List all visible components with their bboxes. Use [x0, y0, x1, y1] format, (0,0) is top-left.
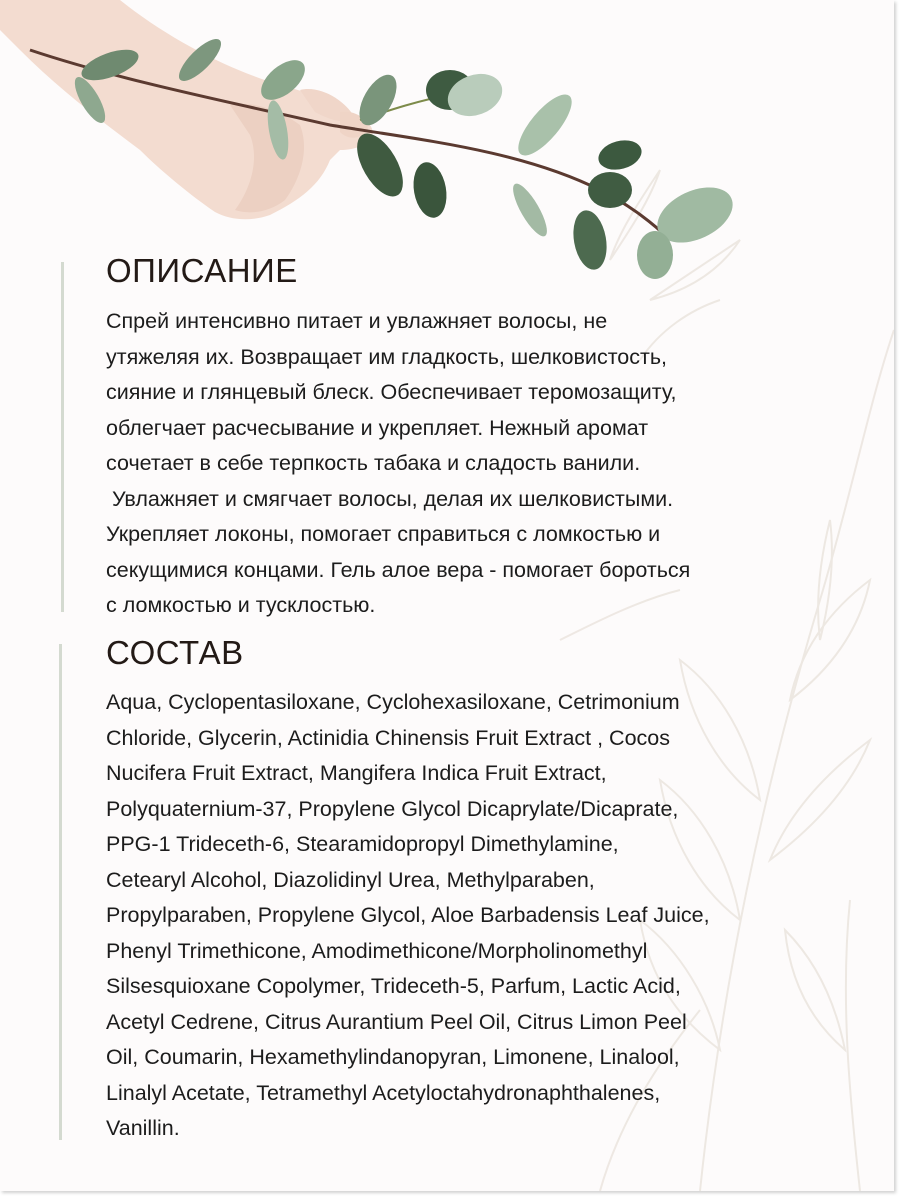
composition-title: СОСТАВ	[106, 634, 244, 671]
hand-with-eucalyptus-image	[0, 0, 894, 290]
composition-text	[106, 685, 866, 1147]
description-title: ОПИСАНИЕ	[106, 252, 298, 289]
ingredient-line: Polyquaternium-37, Propylene Glycol Dicaprylate/Dicaprate,	[106, 796, 679, 821]
description-text	[106, 304, 866, 624]
ingredient-line: Silsesquioxane Copolymer, Trideceth-5, Parfum, Lactic Acid,	[106, 974, 681, 998]
ingredient-line: Oil, Coumarin, Hexamethylindanopyran, Limonene, Linalool,	[106, 1045, 680, 1069]
description-accent-bar	[61, 262, 64, 612]
description-line: секущимися концами. Гель алое вера - помогает бороться	[106, 557, 691, 582]
ingredient-line: Cetearyl Alcohol, Diazolidinyl Urea, Methylparaben,	[106, 867, 595, 892]
description-line: сочетает в себе терпкость табака и сладость ванили.	[106, 451, 641, 475]
description-line: Увлажняет и смягчает волосы, делая их шелковистыми.	[106, 486, 674, 511]
description-line: Укрепляет локоны, помогает справиться с ломкостью и	[106, 522, 661, 546]
ingredient-line: Phenyl Trimethicone, Amodimethicone/Morpholinomethyl	[106, 938, 648, 963]
ingredient-line: Vanillin.	[106, 1116, 180, 1140]
ingredient-line: PPG-1 Trideceth-6, Stearamidopropyl Dimethylamine,	[106, 832, 619, 856]
description-line: утяжеляя их. Возвращает им гладкость, шелковистость,	[106, 344, 668, 369]
ingredient-line: Acetyl Cedrene, Citrus Aurantium Peel Oil, Citrus Limon Peel	[106, 1009, 687, 1034]
ingredient-line: Linalyl Acetate, Tetramethyl Acetyloctahydronaphthalenes,	[106, 1080, 661, 1105]
ingredient-line: Aqua, Cyclopentasiloxane, Cyclohexasiloxane, Cetrimonium	[106, 690, 680, 714]
description-line: сияние и глянцевый блеск. Обеспечивает теромозащиту,	[106, 380, 677, 404]
ingredient-line: Propylparaben, Propylene Glycol, Aloe Barbadensis Leaf Juice,	[106, 903, 710, 927]
description-line: с ломкостью и тусклостью.	[106, 593, 376, 617]
ingredient-line: Chloride, Glycerin, Actinidia Chinensis Fruit Extract , Cocos	[106, 725, 670, 750]
description-line: облегчает расчесывание и укрепляет. Нежный аромат	[106, 415, 649, 440]
composition-accent-bar	[59, 644, 62, 1140]
description-line: Спрей интенсивно питает и увлажняет волосы, не	[106, 309, 608, 333]
ingredient-line: Nucifera Fruit Extract, Mangifera Indica Fruit Extract,	[106, 761, 607, 785]
